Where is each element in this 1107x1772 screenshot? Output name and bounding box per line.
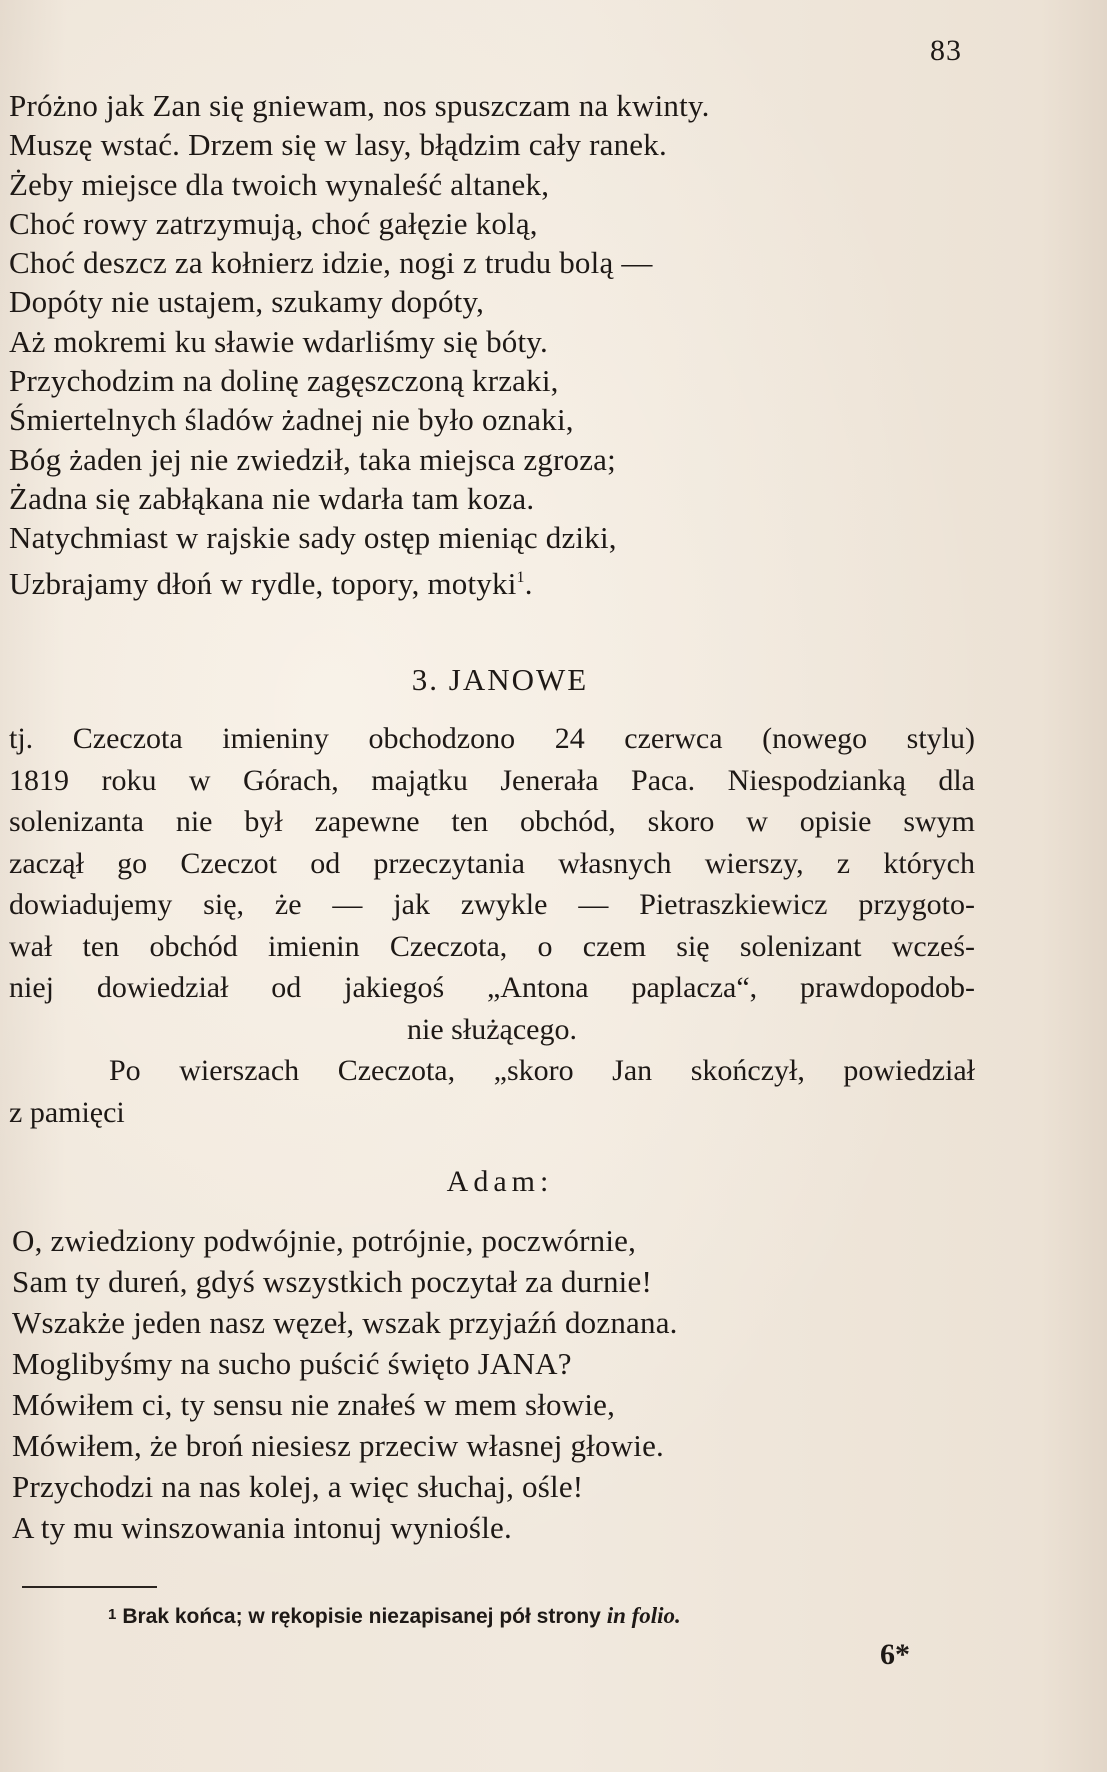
footnote-divider	[22, 1586, 157, 1588]
verse-line: A ty mu winszowania intonuj wyniośle.	[12, 1510, 512, 1545]
verse-line: Moglibyśmy na sucho puścić święto JANA?	[12, 1346, 572, 1381]
verse-line: O, zwiedziony podwójnie, potrójnie, poczwórnie,	[12, 1223, 637, 1258]
prose-line: z pamięci	[9, 1095, 125, 1129]
footnote-italic: in folio.	[606, 1603, 681, 1628]
prose-line: nie służącego.	[407, 1012, 577, 1046]
prose-line: solenizanta nie był zapewne ten obchód, skoro w opisie swym	[9, 805, 975, 838]
verse-line: Wszakże jeden nasz węzeł, wszak przyjaźń doznana.	[12, 1305, 678, 1340]
verse-line: Próżno jak Zan się gniewam, nos spuszczam na kwinty.	[9, 88, 710, 123]
verse-line: Przychodzi na nas kolej, a więc słuchaj, ośle!	[12, 1469, 584, 1504]
verse-line-text: Uzbrajamy dłoń w rydle, topory, motyki	[9, 565, 517, 601]
footnote-text: Brak końca; w rękopisie niezapisanej pół strony	[122, 1605, 601, 1628]
verse-block-1	[9, 86, 1069, 603]
speaker-label: Adam:	[446, 1165, 554, 1198]
verse-line: Aż mokremi ku sławie wdarliśmy się bóty.	[9, 323, 548, 359]
verse-line: Bóg żaden jej nie zwiedził, taka miejsca zgroza;	[9, 441, 616, 477]
section-heading: 3. JANOWE	[411, 662, 589, 697]
verse-line: Mówiłem ci, ty sensu nie znałeś w mem słowie,	[12, 1387, 616, 1422]
verse-line: Przychodzim na dolinę zagęszczoną krzaki,	[9, 363, 559, 399]
verse-line: Choć deszcz za kołnierz idzie, nogi z trudu bolą —	[9, 245, 653, 281]
verse-line: Choć rowy zatrzymują, choć gałęzie kolą,	[9, 205, 538, 241]
prose-line: Po wierszach Czeczota, „skoro Jan skończył, powiedział	[109, 1054, 975, 1087]
verse-line: Śmiertelnych śladów żadnej nie było oznaki,	[9, 402, 574, 438]
prose-line: 1819 roku w Górach, majątku Jenerała Paca. Niespodzianką dla	[9, 763, 975, 797]
signature-mark: 6*	[880, 1638, 910, 1671]
verse-line: Żeby miejsce dla twoich wynaleść altanek,	[9, 166, 550, 202]
footnote-reference[interactable]: 1	[516, 568, 525, 586]
prose-line: niej dowiedział od jakiegoś „Antona paplacza“, prawdopodob-	[9, 971, 975, 1004]
verse-line: Muszę wstać. Drzem się w lasy, błądzim cały ranek.	[9, 127, 667, 163]
footnote	[108, 1603, 681, 1629]
prose-line: tj. Czeczota imieniny obchodzono 24 czerwca (nowego stylu)	[9, 722, 975, 755]
footnote-mark: 1	[108, 1606, 117, 1623]
verse-line: Żadna się zabłąkana nie wdarła tam koza.	[9, 480, 535, 516]
page-number: 83	[930, 34, 962, 67]
verse-block-2	[12, 1220, 1072, 1548]
verse-line-end: .	[524, 565, 533, 601]
verse-line: Sam ty dureń, gdyś wszystkich poczytał za durnie!	[12, 1264, 652, 1299]
verse-line: Natychmiast w rajskie sady ostęp mieniąc dziki,	[9, 520, 617, 556]
verse-line-last	[9, 558, 1069, 603]
verse-line: Dopóty nie ustajem, szukamy dopóty,	[9, 284, 485, 320]
prose-line: dowiadujemy się, że — jak zwykle — Pietraszkiewicz przygoto-	[9, 888, 975, 921]
verse-line: Mówiłem, że broń niesiesz przeciw własnej głowie.	[12, 1428, 664, 1463]
prose-line: wał ten obchód imienin Czeczota, o czem się solenizant wcześ-	[9, 929, 975, 963]
prose-paragraph	[9, 718, 975, 1133]
prose-line: zaczął go Czeczot od przeczytania własnych wierszy, z których	[9, 846, 975, 880]
